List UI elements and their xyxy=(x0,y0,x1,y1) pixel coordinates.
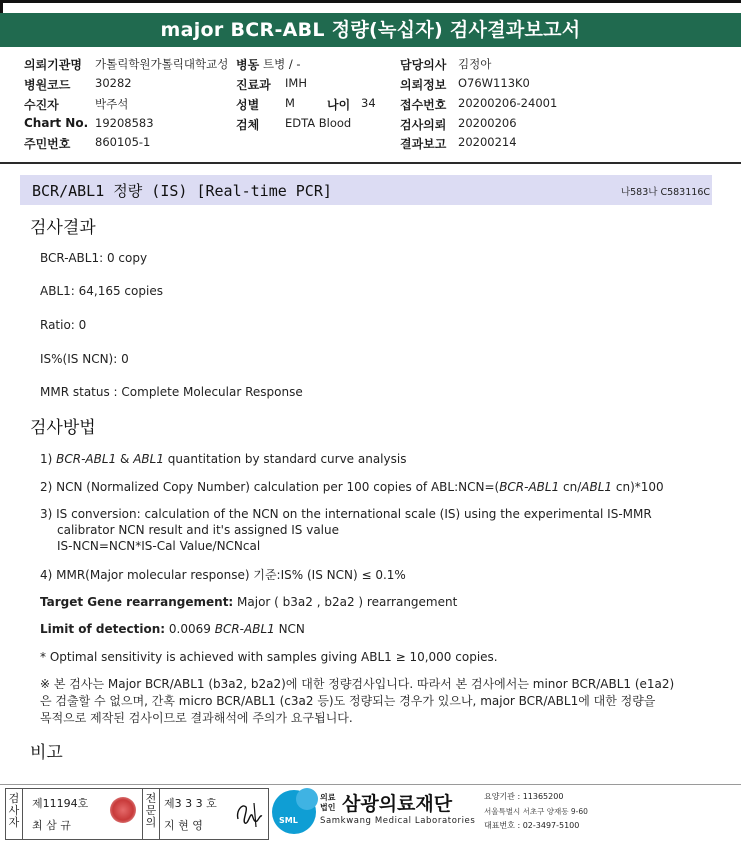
examiner-name: 최 삼 규 xyxy=(32,819,71,832)
method-2-gene-a: BCR-ABL1 xyxy=(499,480,560,494)
target-gene-value: Major ( b3a2 , b2a2 ) rearrangement xyxy=(233,595,458,609)
confirmer-label: 전문의 xyxy=(145,792,157,829)
method-2-text-a: 2) NCN (Normalized Copy Number) calculation per 100 copies of ABL:NCN=( xyxy=(40,480,500,494)
method-4: 4) MMR(Major molecular response) 기준:IS% (IS NCN) ≤ 0.1% xyxy=(40,568,406,582)
sensitivity-note: * Optimal sensitivity is achieved with samples giving ABL1 ≥ 10,000 copies. xyxy=(40,650,498,664)
examiner-license-no: 제11194호 xyxy=(32,797,89,810)
lod-label: Limit of detection: xyxy=(40,622,166,636)
result-ratio: Ratio: 0 xyxy=(40,318,87,332)
method-1-amp: & xyxy=(116,452,134,466)
limit-of-detection xyxy=(40,621,305,637)
signature-icon xyxy=(232,797,266,829)
test-request-value: 20200206 xyxy=(458,116,517,130)
request-info-value: O76W113K0 xyxy=(458,76,530,90)
lod-unit: NCN xyxy=(274,622,305,636)
sml-logo-accent-icon xyxy=(296,788,318,810)
sex-label: 성별 xyxy=(236,98,260,112)
method-1-text: quantitation by standard curve analysis xyxy=(163,452,407,466)
org-address: 서울특별시 서초구 양재동 9-60 xyxy=(484,807,588,816)
reception-no-value: 20200206-24001 xyxy=(458,96,558,110)
method-1-number: 1) xyxy=(40,452,53,466)
result-report-value: 20200214 xyxy=(458,135,517,149)
section-code: 나583나 C583116C xyxy=(620,187,710,198)
footer-divider xyxy=(0,784,741,785)
target-gene-label: Target Gene rearrangement: xyxy=(40,595,234,609)
specimen-value: EDTA Blood xyxy=(285,116,352,130)
doctor-value: 김정아 xyxy=(458,57,492,71)
section-title: BCR/ABL1 정량 (IS) [Real-time PCR] xyxy=(32,182,332,200)
institution-value: 가톨릭학원가톨릭대학교성 xyxy=(95,57,229,71)
specimen-label: 검체 xyxy=(236,118,260,132)
ward-value: 트병 / - xyxy=(263,57,301,71)
dept-value: IMH xyxy=(285,76,307,90)
chart-value: 19208583 xyxy=(95,116,154,130)
org-phone: 대표번호 : 02-3497-5100 xyxy=(484,821,580,830)
result-report-label: 결과보고 xyxy=(400,137,447,151)
org-code: 요양기관 : 11365200 xyxy=(484,792,564,801)
method-3-line-3: IS-NCN=NCN*IS-Cal Value/NCNcal xyxy=(57,539,261,553)
reception-no-label: 접수번호 xyxy=(400,98,447,112)
method-2 xyxy=(40,479,664,495)
hospital-code-value: 30282 xyxy=(95,76,132,90)
signature-box-divider-3 xyxy=(159,789,160,839)
lod-gene: BCR-ABL1 xyxy=(214,622,275,636)
signature-box-divider xyxy=(22,789,23,839)
method-3-line-2: calibrator NCN result and it's assigned IS value xyxy=(57,523,339,537)
id-label: 주민번호 xyxy=(24,137,71,151)
request-info-label: 의뢰정보 xyxy=(400,78,447,92)
method-1 xyxy=(40,451,406,467)
remarks-heading: 비고 xyxy=(30,743,63,763)
chart-label: Chart No. xyxy=(24,116,89,130)
document-title: major BCR-ABL 정량(녹십자) 검사결과보고서 xyxy=(0,13,741,47)
dept-label: 진료과 xyxy=(236,78,271,92)
examiner-label: 검사자 xyxy=(8,792,20,829)
confirmer-name: 지 현 영 xyxy=(164,819,203,832)
caution-note-line-2: 은 검출할 수 없으며, 간혹 micro BCR/ABL1 (c3a2 등)도 정량되는 경우가 있으나, major BCR/ABL1에 대한 정량을 xyxy=(40,694,656,708)
receiver-value: 박주석 xyxy=(95,97,129,111)
test-request-label: 검사의뢰 xyxy=(400,118,447,132)
org-name: 삼광의료재단 xyxy=(342,793,453,815)
lod-value: 0.0069 xyxy=(165,622,215,636)
caution-note-line-3: 목적으로 제작된 검사이므로 결과해석에 주의가 요구됩니다. xyxy=(40,711,353,725)
result-mmr-status: MMR status : Complete Molecular Response xyxy=(40,385,303,399)
result-bcr-abl1: BCR-ABL1: 0 copy xyxy=(40,251,148,265)
target-gene xyxy=(40,594,457,610)
ward-label: 병동 xyxy=(236,58,260,72)
caution-note-line-1: ※ 본 검사는 Major BCR/ABL1 (b3a2, b2a2)에 대한 정량검사입니다. 따라서 본 검사에서는 minor BCR/ABL1 (e1a2) xyxy=(40,677,675,691)
result-is-percent: IS%(IS NCN): 0 xyxy=(40,352,129,366)
result-abl1: ABL1: 64,165 copies xyxy=(40,284,163,298)
age-label: 나이 xyxy=(327,98,351,112)
page-top-border xyxy=(0,0,741,13)
confirmer-license-no: 제3 3 3 호 xyxy=(164,797,217,810)
method-3-line-1: 3) IS conversion: calculation of the NCN on the international scale (IS) using the experimental IS-MMR xyxy=(40,507,652,521)
sex-value: M xyxy=(285,96,295,110)
section-header xyxy=(20,175,712,205)
patient-info-header xyxy=(0,56,741,156)
signature-box xyxy=(5,788,269,840)
method-1-gene-a: BCR-ABL1 xyxy=(56,452,117,466)
org-english-name: Samkwang Medical Laboratories xyxy=(320,816,476,826)
method-1-gene-b: ABL1 xyxy=(133,452,164,466)
method-2-text-c: cn)*100 xyxy=(612,480,664,494)
id-value: 860105-1 xyxy=(95,135,151,149)
sml-logo-text: SML xyxy=(279,816,298,825)
age-value: 34 xyxy=(361,96,376,110)
header-divider xyxy=(0,162,741,164)
receiver-label: 수진자 xyxy=(24,98,59,112)
method-2-gene-b: ABL1 xyxy=(581,480,613,494)
methods-heading: 검사방법 xyxy=(30,418,96,438)
org-corp-label: 의료법인 xyxy=(320,793,336,812)
method-2-text-b: cn/ xyxy=(559,480,582,494)
hospital-code-label: 병원코드 xyxy=(24,78,71,92)
examiner-seal-icon xyxy=(110,797,136,823)
signature-box-divider-2 xyxy=(142,789,143,839)
results-heading: 검사결과 xyxy=(30,218,96,238)
doctor-label: 담당의사 xyxy=(400,58,447,72)
institution-label: 의뢰기관명 xyxy=(24,58,82,72)
